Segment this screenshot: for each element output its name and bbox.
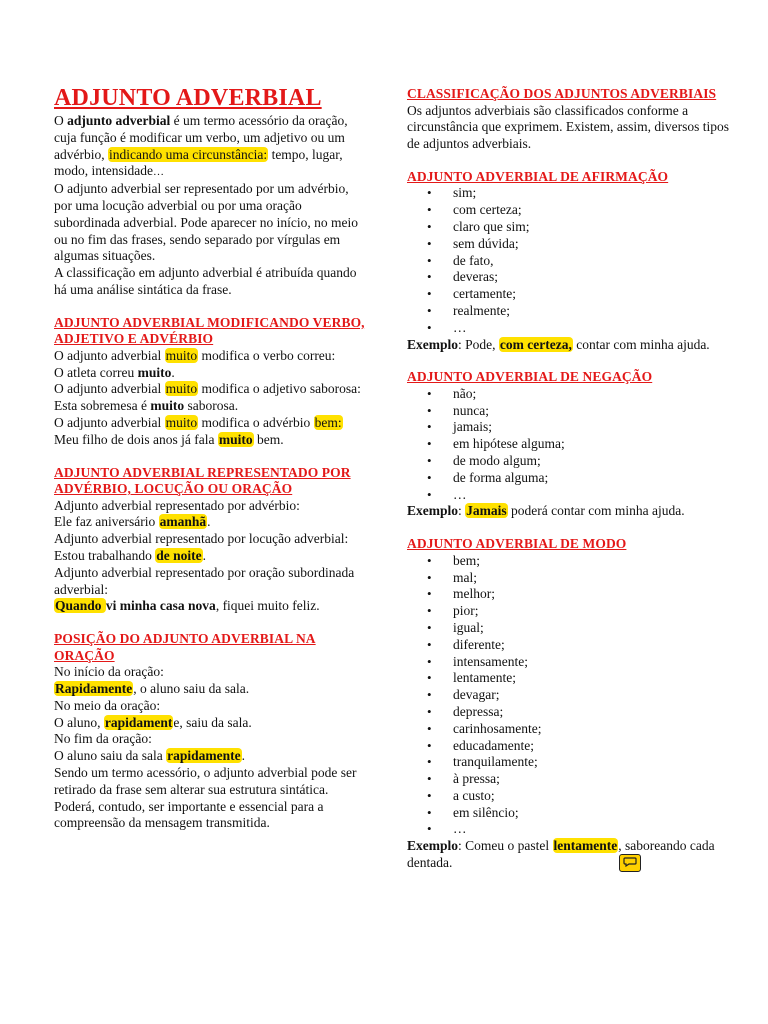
highlight: lentamente xyxy=(553,838,618,854)
list-item: • tranquilamente; xyxy=(407,754,737,771)
list-item: • nunca; xyxy=(407,403,737,420)
list-item: • em silêncio; xyxy=(407,805,737,822)
list-item: • jamais; xyxy=(407,419,737,436)
spacer xyxy=(54,615,370,631)
list-item: • de modo algum; xyxy=(407,453,737,470)
highlight: rapidament xyxy=(104,714,173,730)
text: Meu filho de dois anos já fala xyxy=(54,431,218,447)
bold-text: muito xyxy=(150,398,185,414)
list-item: • intensamente; xyxy=(407,654,737,671)
list-item: • a custo; xyxy=(407,788,737,805)
text: O adjunto adverbial xyxy=(54,347,165,363)
left-column xyxy=(54,84,370,832)
section-heading: ADJUNTO ADVERBIAL DE MODO xyxy=(407,536,627,552)
highlight: com certeza, xyxy=(499,336,572,352)
list-item: • de fato, xyxy=(407,253,737,270)
negation-list xyxy=(407,386,737,504)
example-label: Exemplo xyxy=(407,838,459,854)
spacer xyxy=(407,520,737,536)
example-line xyxy=(54,681,370,698)
intro-paragraph-3: A classificação em adjunto adverbial é atribuída quando há uma análise sintática da frase. xyxy=(54,265,357,297)
closing-paragraph: Sendo um termo acessório, o adjunto adverbial pode ser retirado da frase sem alterar sua estrutura sintática. Poderá, contudo, ser importante e essencial para a compreensão da mensagem transmitida. xyxy=(54,764,357,831)
ellipsis: … xyxy=(152,166,165,179)
list-item: • sim; xyxy=(407,185,737,202)
text: saborosa. xyxy=(184,398,239,414)
section-heading: ADJUNTO ADVERBIAL DE NEGAÇÃO xyxy=(407,369,653,385)
list-item: • depressa; xyxy=(407,704,737,721)
text: poderá contar com minha ajuda. xyxy=(507,503,685,519)
highlight: Jamais xyxy=(466,503,507,519)
example-line: No início da oração: xyxy=(54,664,164,680)
highlight: muito xyxy=(165,347,198,363)
example-line xyxy=(54,715,370,732)
text: modifica o verbo correu: xyxy=(198,347,336,363)
comment-icon-glyph xyxy=(623,857,637,867)
page-title: ADJUNTO ADVERBIAL xyxy=(54,85,322,111)
list-item: • lentamente; xyxy=(407,670,737,687)
text: bem. xyxy=(253,431,284,447)
text: . xyxy=(207,514,211,530)
list-item: • claro que sim; xyxy=(407,219,737,236)
example-line xyxy=(54,415,370,432)
text: O aluno, xyxy=(54,714,104,730)
text: e, saiu da sala. xyxy=(173,714,252,730)
example-line: No fim da oração: xyxy=(54,731,152,747)
highlight: indicando uma circunstância: xyxy=(108,146,268,162)
text: modifica o advérbio xyxy=(198,414,314,430)
text: . xyxy=(171,364,175,380)
example-line xyxy=(407,838,737,872)
example-line xyxy=(54,348,370,365)
example-line: Adjunto adverbial representado por oração subordinada adverbial: xyxy=(54,564,355,597)
bold-text: muito xyxy=(137,364,172,380)
text: O atleta correu xyxy=(54,364,138,380)
spacer xyxy=(407,153,737,169)
list-item: • igual; xyxy=(407,620,737,637)
spacer xyxy=(54,449,370,465)
section-heading: ADJUNTO ADVERBIAL MODIFICANDO VERBO, ADJETIVO E ADVÉRBIO xyxy=(54,314,365,347)
text: : xyxy=(458,503,466,519)
intro-paragraph-2: O adjunto adverbial ser representado por um advérbio, por uma locução adverbial ou por uma oração subordinada adverbial. Pode aparecer no início, no meio ou no fim das frases, sendo separado por vírgulas em algumas situações. xyxy=(54,181,359,264)
list-item: • não; xyxy=(407,386,737,403)
text: O adjunto adverbial xyxy=(54,381,165,397)
example-line xyxy=(54,365,370,382)
text: Estou trabalhando xyxy=(54,547,156,563)
text: Ele faz aniversário xyxy=(54,514,159,530)
example-line xyxy=(54,381,370,398)
list-item: • realmente; xyxy=(407,303,737,320)
example-line: Adjunto adverbial representado por advérbio: xyxy=(54,497,300,513)
text: O adjunto adverbial xyxy=(54,414,165,430)
example-line: No meio da oração: xyxy=(54,697,161,713)
spacer xyxy=(54,299,370,315)
example-line xyxy=(54,748,370,765)
example-line xyxy=(54,514,370,531)
classification-paragraph: Os adjuntos adverbiais são classificados conforme a circunstância que exprimem. Existem, assim, diversos tipos de adjuntos adverbiais. xyxy=(407,102,730,152)
highlight: Rapidamente xyxy=(55,680,133,696)
list-item: • à pressa; xyxy=(407,771,737,788)
text: , o aluno saiu da sala. xyxy=(133,680,250,696)
list-item: • carinhosamente; xyxy=(407,721,737,738)
text: : Pode, xyxy=(458,336,499,352)
list-item: • bem; xyxy=(407,553,737,570)
list-item: • devagar; xyxy=(407,687,737,704)
highlight: rapidamente xyxy=(167,748,241,764)
example-line xyxy=(54,432,370,449)
right-column xyxy=(407,86,737,872)
text: . xyxy=(241,748,245,764)
list-item: • … xyxy=(407,487,737,504)
intro-text: tempo, lugar, modo, intensidade xyxy=(54,146,343,179)
text: contar com minha ajuda. xyxy=(572,336,710,352)
text: O aluno saiu da sala xyxy=(54,748,167,764)
highlight: de noite xyxy=(156,547,202,563)
list-item: • educadamente; xyxy=(407,738,737,755)
list-item: • certamente; xyxy=(407,286,737,303)
section-heading: POSIÇÃO DO ADJUNTO ADVERBIAL NA ORAÇÃO xyxy=(54,631,316,663)
section-heading: ADJUNTO ADVERBIAL REPRESENTADO POR ADVÉRBIO, LOCUÇÃO OU ORAÇÃO xyxy=(54,464,351,497)
highlight: muito xyxy=(165,381,198,397)
section-heading: CLASSIFICAÇÃO DOS ADJUNTOS ADVERBIAIS xyxy=(407,86,717,101)
list-item: • melhor; xyxy=(407,586,737,603)
list-item: • pior; xyxy=(407,603,737,620)
list-item: • … xyxy=(407,821,737,838)
example-line xyxy=(407,503,737,520)
intro-paragraph xyxy=(54,113,370,181)
affirmation-list xyxy=(407,185,737,336)
example-label: Exemplo xyxy=(407,503,459,519)
text: , saboreando cada dentada. xyxy=(407,838,715,871)
text: . xyxy=(202,547,206,563)
list-item: • deveras; xyxy=(407,269,737,286)
intro-text: é um termo acessório da oração, cuja função é modificar um verbo, um adjetivo ou um advérbio, xyxy=(54,113,348,162)
bold-text: vi minha casa nova xyxy=(105,598,216,614)
spacer xyxy=(407,353,737,369)
highlight: bem: xyxy=(314,414,342,430)
text: : Comeu o pastel xyxy=(458,838,553,854)
list-item: • mal; xyxy=(407,570,737,587)
example-line xyxy=(54,598,370,615)
example-label: Exemplo xyxy=(407,336,459,352)
intro-bold: adjunto adverbial xyxy=(67,113,171,128)
example-line xyxy=(54,548,370,565)
highlight: muito xyxy=(165,414,198,430)
intro-text: O xyxy=(54,113,68,128)
list-item: • diferente; xyxy=(407,637,737,654)
text: modifica o adjetivo saborosa: xyxy=(198,381,361,397)
list-item: • com certeza; xyxy=(407,202,737,219)
manner-list xyxy=(407,553,737,839)
section-heading: ADJUNTO ADVERBIAL DE AFIRMAÇÃO xyxy=(407,168,669,184)
example-line: Adjunto adverbial representado por locução adverbial: xyxy=(54,531,349,547)
example-line xyxy=(54,398,370,415)
list-item: • sem dúvida; xyxy=(407,236,737,253)
text: , fiquei muito feliz. xyxy=(215,598,320,614)
highlight: muito xyxy=(218,431,253,447)
example-line xyxy=(407,337,737,354)
list-item: • em hipótese alguma; xyxy=(407,436,737,453)
list-item: • de forma alguma; xyxy=(407,470,737,487)
text: Esta sobremesa é xyxy=(54,398,151,414)
highlight: Quando xyxy=(55,598,105,614)
highlight: amanhã xyxy=(159,514,207,530)
comment-icon[interactable] xyxy=(619,854,641,872)
list-item: • … xyxy=(407,320,737,337)
